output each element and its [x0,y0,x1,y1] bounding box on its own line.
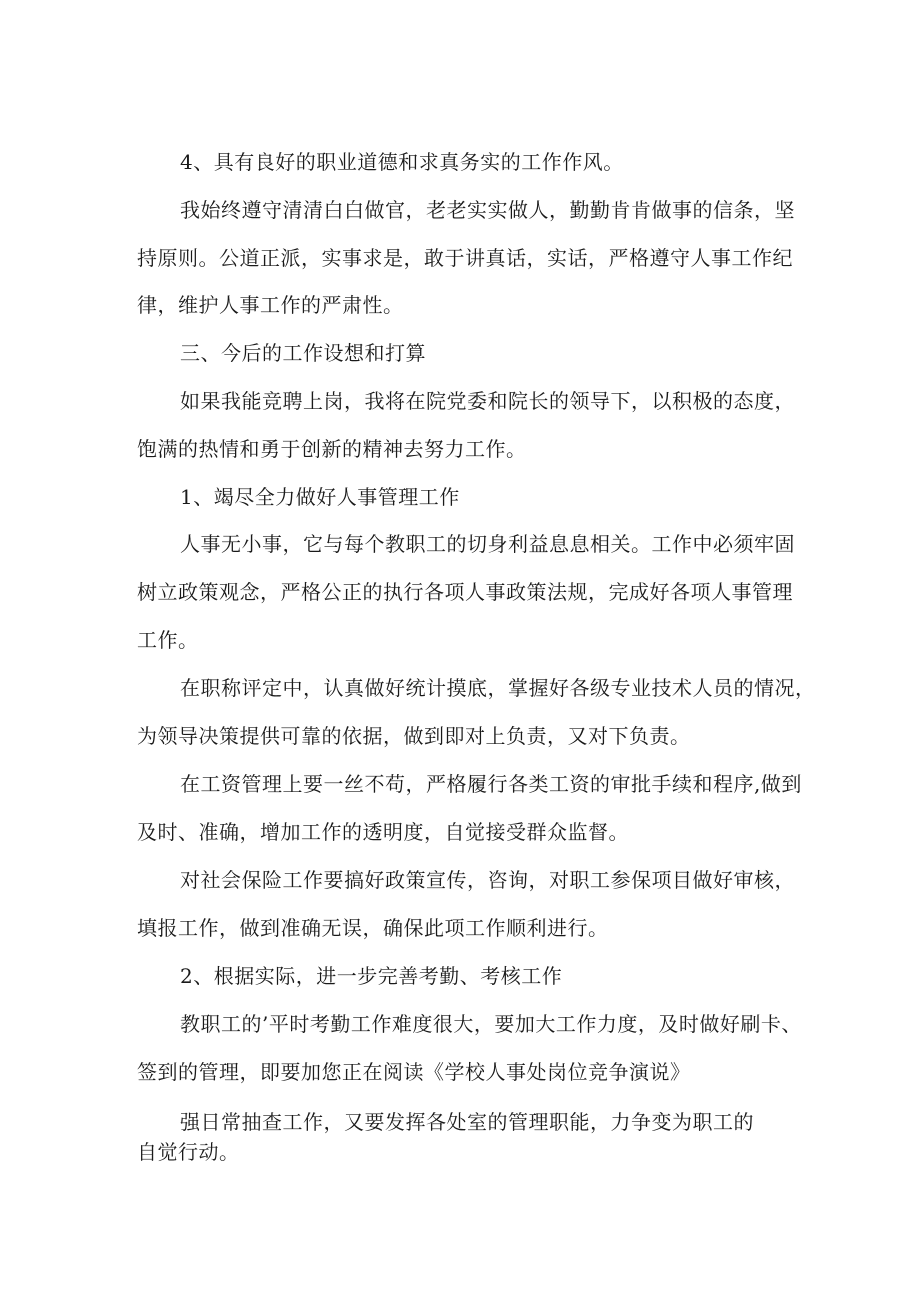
text-line: 如果我能竞聘上岗，我将在院党委和院长的领导下，以积极的态度， [180,389,795,413]
text-line: 律，维护人事工作的严肃性。 [137,293,404,317]
text-line: 持原则。公道正派，实事求是，敢于讲真话，实话，严格遵守人事工作纪 [137,246,793,270]
text-line: 树立政策观念，严格公正的执行各项人事政策法规，完成好各项人事管理 [137,580,793,604]
subsection-heading: 1、竭尽全力做好人事管理工作 [180,485,460,509]
subsection-heading: 2、根据实际，进一步完善考勤、考核工作 [180,964,563,988]
text-line: 签到的管理，即要加您正在阅读《学校人事处岗位竞争演说》 [137,1060,691,1084]
text-line: 4、具有良好的职业道德和求真务实的工作作风。 [180,150,624,174]
text-line: 为领导决策提供可靠的依据，做到即对上负责，又对下负责。 [137,724,691,748]
text-line: 自觉行动。 [137,1140,240,1164]
text-line: 我始终遵守清清白白做官，老老实实做人，勤勤肯肯做事的信条，坚 [180,198,795,222]
text-line: 在工资管理上要一丝不苟，严格履行各类工资的审批手续和程序,做到 [180,772,802,796]
text-line: 工作。 [137,628,199,652]
text-line: 人事无小事，它与每个教职工的切身利益息息相关。工作中必须牢固 [180,532,795,556]
text-line: 饱满的热情和勇于创新的精神去努力工作。 [137,437,527,461]
text-line: 对社会保险工作要搞好政策宣传，咨询，对职工参保项目做好审核， [180,868,795,892]
text-line: 在职称评定中，认真做好统计摸底，掌握好各级专业技术人员的情况， [180,676,816,700]
text-line: 教职工的’平时考勤工作难度很大，要加大工作力度，及时做好刷卡、 [180,1012,802,1036]
text-line: 强日常抽查工作，又要发挥各处室的管理职能，力争变为职工的 [180,1110,754,1134]
section-heading: 三、今后的工作设想和打算 [180,341,426,365]
text-line: 及时、准确，增加工作的透明度，自觉接受群众监督。 [137,820,629,844]
text-line: 填报工作，做到准确无误，确保此项工作顺利进行。 [137,916,609,940]
